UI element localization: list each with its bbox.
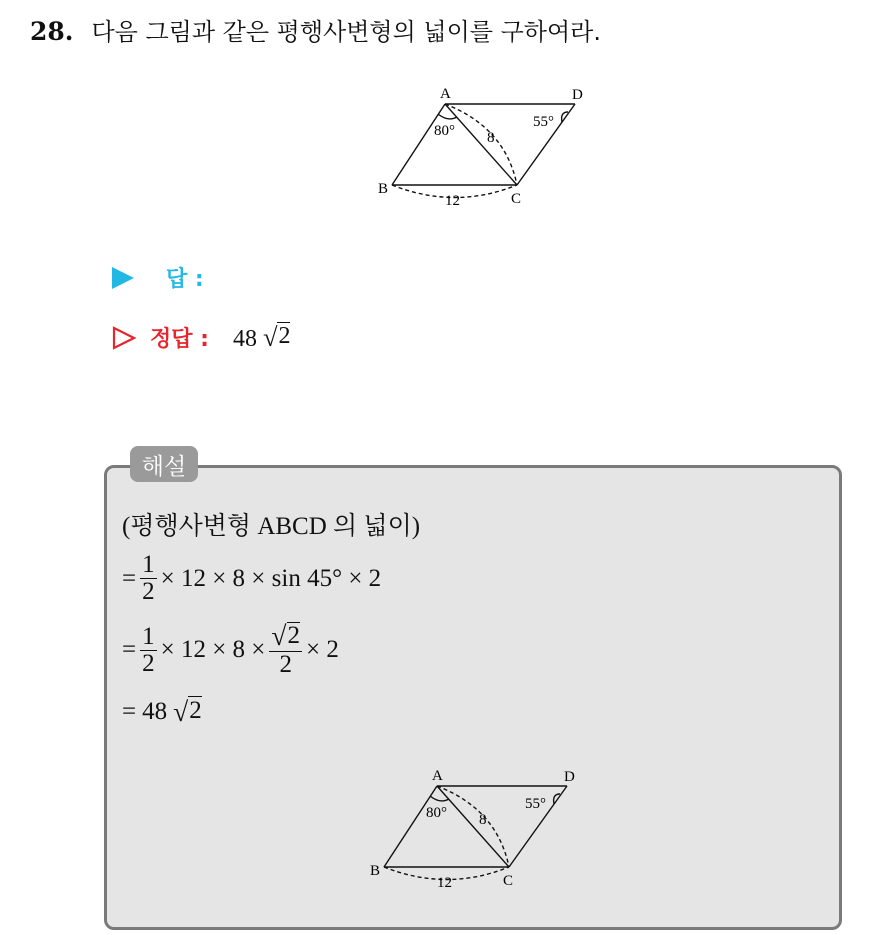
frac-denominator: 2 [142,649,155,677]
length-BC-label: 12 [437,875,452,891]
outline-triangle-icon [112,326,136,350]
question-text: 다음 그림과 같은 평행사변형의 넓이를 구하여라. [91,18,601,46]
result-coef: 48 [142,698,168,725]
solution-line-3 [122,622,339,679]
equals-sign: = [122,564,137,592]
angle-A-label: 80° [426,805,447,821]
equals-sign: = [122,698,137,725]
fraction-one-half [140,624,157,678]
label-A: A [432,768,443,784]
answer-row [112,262,218,293]
frac-denominator: 2 [279,651,292,679]
equals-sign: = [122,636,137,664]
angle-D-label: 55° [533,114,554,130]
solution-line-1 [122,506,420,542]
parallelogram-figure-solution [362,764,592,894]
side-AB [384,786,437,867]
frac-denominator: 2 [142,578,155,606]
label-A: A [440,86,451,102]
correct-radicand: 2 [278,323,291,349]
side-AB [392,104,445,185]
angle-A-label: 80° [434,123,455,139]
play-triangle-icon [112,267,134,289]
length-AC-label: 8 [479,812,487,828]
label-B: B [370,863,381,879]
answer-label: 답 : [166,267,204,292]
solution-heading: (평행사변형 ABCD 의 넓이) [122,513,421,540]
solution-line-2 [122,552,381,606]
problem-statement [30,12,601,47]
label-D: D [564,769,575,785]
expression-mid: × 12 × 8 × [160,636,266,664]
label-B: B [378,181,389,197]
length-BC-label: 12 [445,193,460,209]
label-C: C [503,873,514,889]
solution-line-4 [122,696,202,728]
label-C: C [511,191,522,207]
correct-answer-label: 정답 : [150,327,209,352]
diagonal-AC [437,786,509,867]
result-sqrt: √ 2 [173,696,202,727]
radicand: 2 [287,622,301,649]
label-D: D [572,87,583,103]
length-AC-label: 8 [487,130,495,146]
radicand: 2 [189,697,202,724]
question-number: 28. [30,17,74,46]
frac-numerator: 1 [142,622,155,650]
fraction-one-half [140,552,157,606]
correct-sqrt: √ 2 [262,322,291,352]
solution-tab: 해설 [130,446,198,482]
frac-numerator: 1 [142,551,155,578]
angle-D-label: 55° [525,796,546,812]
correct-answer-value [233,322,290,353]
expression-rest: × 12 × 8 × sin 45° × 2 [160,564,382,592]
diagonal-AC [445,104,517,185]
correct-answer-row [112,322,290,353]
frac-numerator: √ 2 [271,620,301,651]
fraction-sqrt2-over-2 [269,622,302,679]
expression-rest: × 2 [306,636,339,664]
parallelogram-figure-top [370,82,600,212]
correct-coef: 48 [232,326,257,352]
